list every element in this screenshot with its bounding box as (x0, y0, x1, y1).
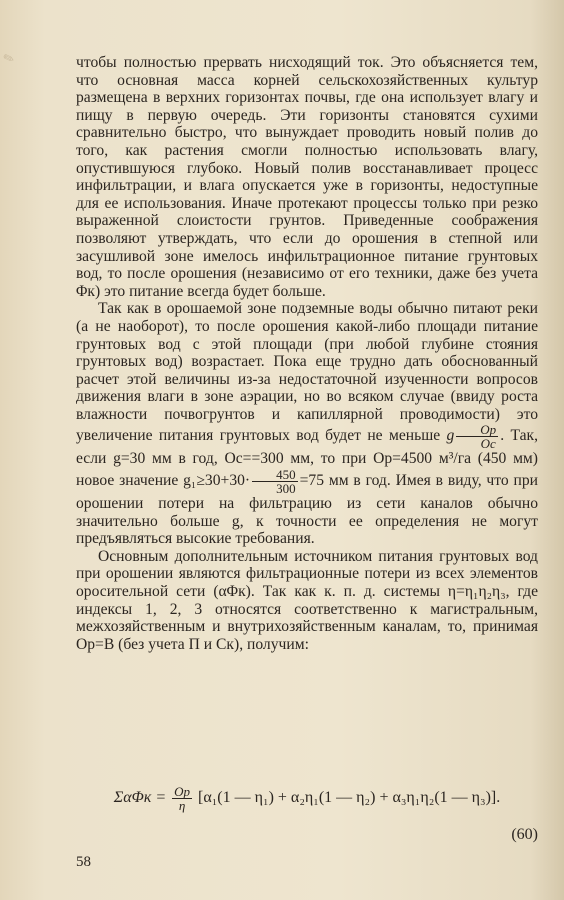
equation-lhs: ΣαΦк = (113, 789, 167, 807)
equation-60 (76, 785, 538, 812)
paragraph-2-start: Так как в орошаемой зоне подземные воды обычно питают реки (а не наоборот), то после орошения какой-либо площади питание грунтовых вод с этой площади (при любой глубине стояния грунтовых вод) возрастает. Пока еще трудно дать обоснованный расчет этой величины из-за недостаточной изученности вопросов движения влаги в зоне аэрации, но во всяком случае (ввиду роста влажности почвогрунтов и капиллярной проводимости) это увеличение питания грунтовых вод будет не меньше (76, 300, 538, 445)
paragraph-1: чтобы полностью прервать нисходящий ток. Это объясняется тем, что основная масса корней сельскохозяйственных культур размещена в верхних горизонтах почвы, где она использует влагу и пищу в первую очередь. Эти горизонты становятся сухими сравнительно быстро, что вынуждает проводить новый полив до того, как растения смогли полностью использовать влагу, опустившуюся глубоко. Новый полив восстанавливает процесс инфильтрации, и влага опускается уже в горизонты, недоступные для ее использования. Иначе протекают процессы только при резко выраженной слоистости грунтов. Приведенные соображения позволяют утверждать, что если до орошения в степной или засушливой зоне имелось инфильтрационное питание грунтовых вод, то после орошения (независимо от его техники, даже без учета Φк) это питание всегда будет больше. (76, 54, 538, 300)
paragraph-2-end: =75 мм в год. Имея в виду, что при орошении потери на фильтрацию из сети каналов обычно значительно больше g, к точности ее определения не могут предъявляться высокие требования. (76, 472, 538, 548)
fraction-denominator: Oc (480, 436, 496, 452)
body-text (76, 54, 538, 653)
fraction-op-oc (456, 423, 498, 450)
equation-number: (60) (511, 826, 538, 843)
var-g: g (446, 427, 455, 445)
margin-mark: ✎ (1, 49, 17, 68)
equation-rhs: [α₁(1 — η₁) + α₂η₁(1 — η₂) + α₃η₁η₂(1 — η₃)]. (198, 789, 501, 807)
paragraph-2 (76, 300, 538, 548)
equation-fraction (172, 785, 192, 812)
fraction-450-300 (252, 468, 298, 495)
fraction2-denominator: 300 (276, 481, 296, 497)
equation-frac-den: η (178, 798, 186, 813)
fraction-numerator: Op (456, 423, 498, 437)
paragraph-2-middle: . Так, если g=30 мм в год, Oc==300 мм, то при Op=4500 м³/га (450 мм) новое значение g₁≥30+30· (76, 427, 538, 490)
paragraph-3: Основным дополнительным источником питания грунтовых вод при орошении являются фильтрационные потери из всех элементов оросительной сети (αΦк). Так как к. п. д. системы η=η₁η₂η₃, где индексы 1, 2, 3 относятся соответственно к магистральным, межхозяйственным и внутрихозяйственным каналам, то, принимая Op=B (без учета П и Cк), получим: (76, 547, 538, 653)
fraction2-numerator: 450 (252, 468, 298, 482)
page-number: 58 (76, 854, 91, 870)
equation-frac-num: Op (174, 784, 191, 799)
